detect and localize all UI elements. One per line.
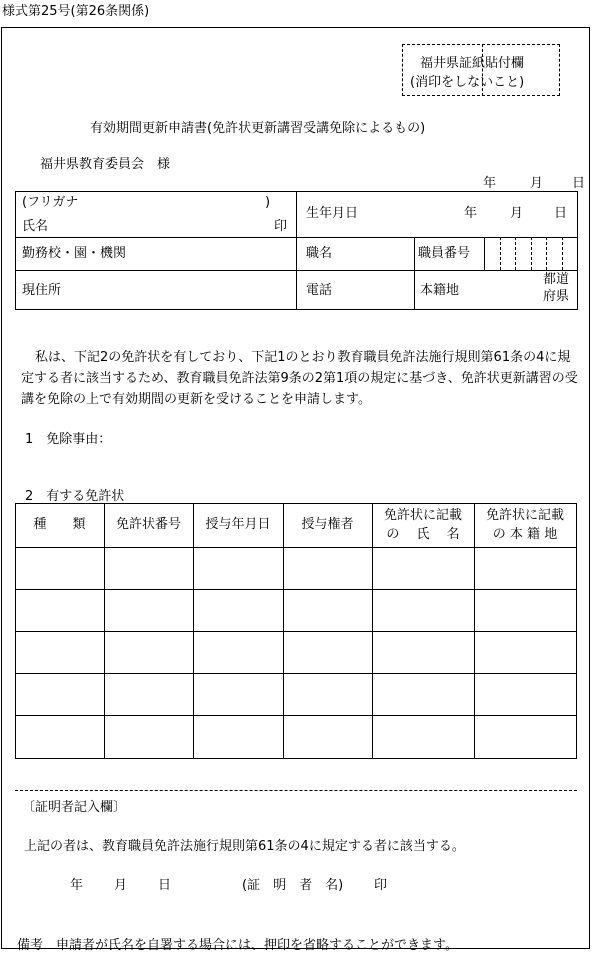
phone-label: 電話 [306,283,333,298]
certifier-year: 年 [70,878,84,893]
birth-year: 年 [464,206,478,221]
header-grantor: 授与権者 [301,517,354,532]
certifier-statement: 上記の者は、教育職員免許法施行規則第61条の4に規定する者に該当する。 [24,839,465,854]
header-license-number: 免許状番号 [115,517,181,532]
page-title: 有効期間更新申請書(免許状更新講習受講免除によるもの) [90,121,426,136]
date-day: 日 [572,176,586,191]
header-domicile-line2: の 本 籍 地 [492,527,558,542]
name-label: 氏名 [22,219,49,234]
workplace-label: 勤務校・園・機関 [22,246,127,261]
furigana-label: (フリガナ [22,195,79,210]
stamp-note: (消印をしないこと) [410,75,525,90]
footnote: 備考 申請者が氏名を自署する場合には、押印を省略することができます。 [17,938,458,953]
addressee: 福井県教育委員会 様 [40,157,171,172]
header-grant-date: 授与年月日 [205,517,271,532]
certifier-signature: (証 明 者 名) [242,878,344,893]
address-label: 現住所 [22,283,62,298]
date-year: 年 [483,176,497,191]
prefecture-line1: 都道 [543,272,570,287]
section-licenses: 2 有する免許状 [25,489,125,504]
domicile-label: 本籍地 [420,283,460,298]
header-name-line2: の 氏 名 [386,527,460,542]
furigana-close: ) [265,195,271,210]
date-month: 月 [530,176,544,191]
certifier-divider [15,790,577,791]
birth-day: 日 [554,206,568,221]
prefecture-line2: 府県 [543,289,570,304]
application-statement: 私は、下記2の免許状を有しており、下記1のとおり教育職員免許法施行規則第61条の4に規定する者に該当するため、教育職員免許法第9条の2第1項の規定に基づき、免許状更新講習の受講を免除の上で有効期間の更新を受けることを申請します。 [21,350,578,407]
certifier-seal: 印 [374,878,388,893]
form-id: 様式第25号(第26条関係) [2,4,150,19]
stamp-label: 福井県証紙貼付欄 [420,56,525,71]
header-name-line1: 免許状に記載 [383,508,462,523]
section-exemption-reason: 1 免除事由： [25,432,112,447]
header-type: 種 類 [33,517,86,532]
applicant-seal: 印 [274,219,288,234]
birth-label: 生年月日 [306,206,359,221]
staff-number-label: 職員番号 [418,246,471,261]
birth-month: 月 [510,206,524,221]
certifier-day: 日 [158,878,172,893]
header-domicile-line1: 免許状に記載 [485,508,564,523]
position-label: 職名 [306,246,333,261]
certifier-heading: 〔証明者記入欄〕 [22,800,127,815]
certifier-month: 月 [114,878,128,893]
